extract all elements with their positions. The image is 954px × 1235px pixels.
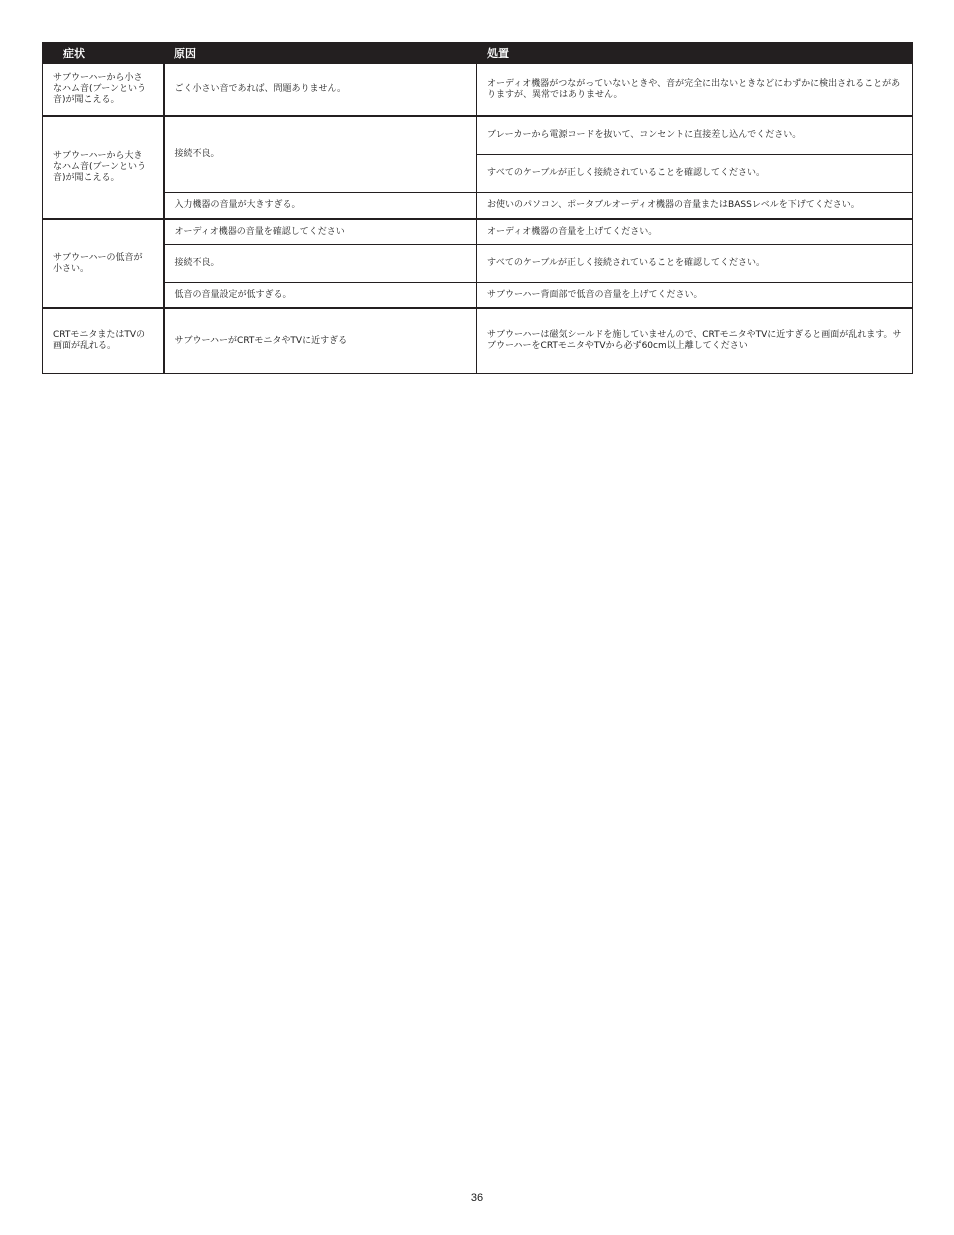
table-header-row	[43, 43, 913, 64]
header-cause: 原因	[164, 43, 477, 64]
cause-cell: 低音の音量設定が低すぎる。	[164, 283, 477, 309]
cause-cell: 入力機器の音量が大きすぎる。	[164, 193, 477, 220]
symptom-cell: サブウーハーから大きなハム音(ブーンという音)が聞こえる。	[43, 116, 164, 219]
remedy-cell: サブウーハーは磁気シールドを施していませんので、CRTモニタやTVに近すぎると画面が乱れます。サブウーハーをCRTモニタやTVから必ず60cm以上離してください	[477, 308, 913, 374]
table-row	[43, 219, 913, 245]
header-symptom: 症状	[43, 43, 164, 64]
remedy-cell: お使いのパソコン、ポータブルオーディオ機器の音量またはBASSレベルを下げてください。	[477, 193, 913, 220]
cause-cell: 接続不良。	[164, 245, 477, 283]
cause-cell: ごく小さい音であれば、問題ありません。	[164, 64, 477, 117]
table-row	[43, 308, 913, 374]
remedy-cell: すべてのケーブルが正しく接続されていることを確認してください。	[477, 245, 913, 283]
table-row	[43, 193, 913, 220]
remedy-cell: オーディオ機器がつながっていないときや、音が完全に出ないときなどにわずかに検出されることがありますが、異常ではありません。	[477, 64, 913, 117]
cause-cell: 接続不良。	[164, 116, 477, 193]
remedy-cell: すべてのケーブルが正しく接続されていることを確認してください。	[477, 155, 913, 193]
remedy-cell: オーディオ機器の音量を上げてください。	[477, 219, 913, 245]
table-row	[43, 64, 913, 117]
symptom-cell: サブウーハーの低音が小さい。	[43, 219, 164, 308]
table-row	[43, 116, 913, 155]
table-row	[43, 245, 913, 283]
header-remedy: 処置	[477, 43, 913, 64]
table-row	[43, 283, 913, 309]
page-number: 36	[470, 1192, 484, 1204]
remedy-cell: ブレーカーから電源コードを抜いて、コンセントに直接差し込んでください。	[477, 116, 913, 155]
cause-cell: サブウーハーがCRTモニタやTVに近すぎる	[164, 308, 477, 374]
remedy-cell: サブウーハー背面部で低音の音量を上げてください。	[477, 283, 913, 309]
symptom-cell: サブウーハーから小さなハム音(ブーンという音)が聞こえる。	[43, 64, 164, 117]
cause-cell: オーディオ機器の音量を確認してください	[164, 219, 477, 245]
troubleshooting-table	[42, 42, 913, 374]
symptom-cell: CRTモニタまたはTVの画面が乱れる。	[43, 308, 164, 374]
